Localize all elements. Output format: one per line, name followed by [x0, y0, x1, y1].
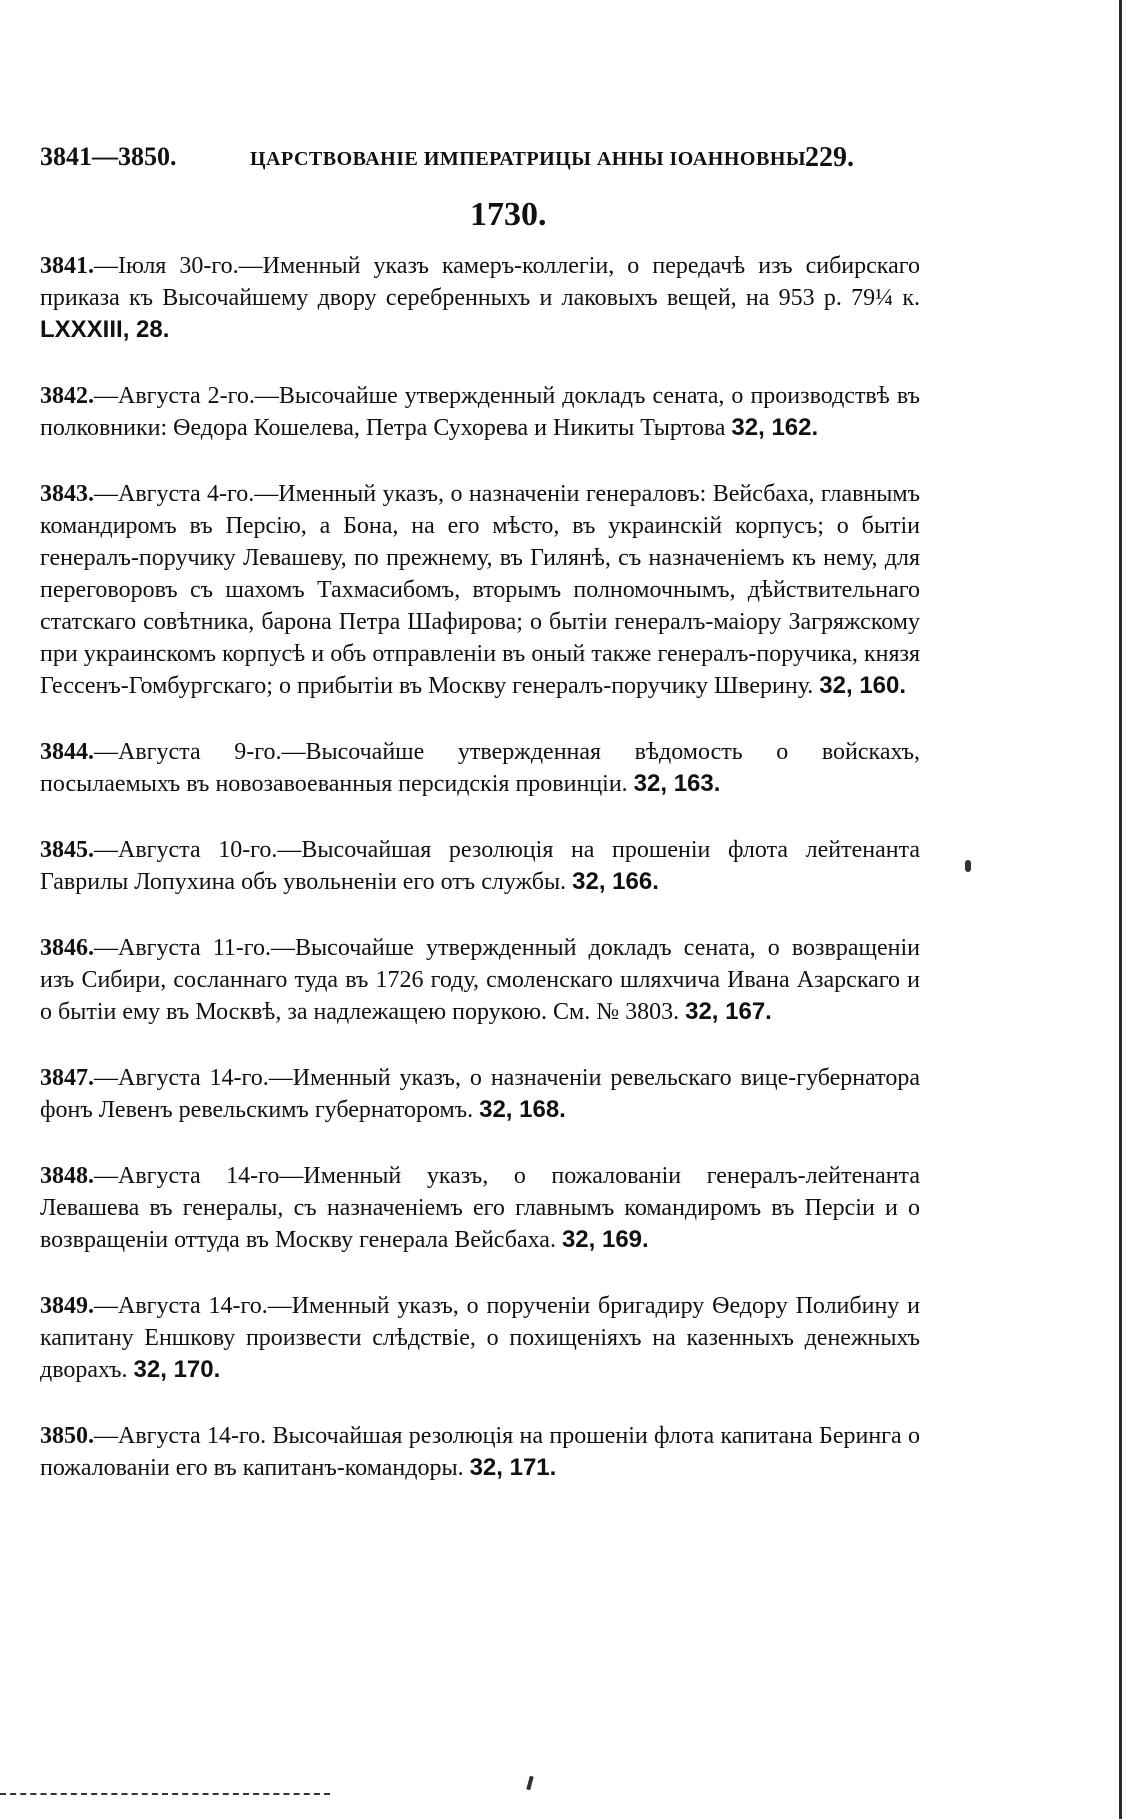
entry-reference: 32, 162. — [731, 414, 819, 441]
entry-text: —Августа 10-го.—Высочайшая резолюція на прошеніи флота лейтенанта Гаврилы Лопухина объ увольненіи его отъ службы. — [40, 837, 920, 895]
entry-text: —Августа 4-го.—Именный указъ, о назначеніи генераловъ: Вейсбаха, главнымъ командиромъ въ Персію, а Бона, на его мѣсто, въ украинскій корпусъ; о бытіи генералъ-поручику Левашеву, по прежнему, въ Гилянѣ, съ назначеніемъ къ нему, для переговоровъ съ шахомъ Тахмасибомъ, вторымъ полномочнымъ, дѣйствительнаго статскаго совѣтника, барона Петра Шафирова; о бытіи генералъ-маіору Загряжскому при украинскомъ корпусѣ и объ отправленіи въ оный также генералъ-поручика, князя Гессенъ-Гомбургскаго; о прибытіи въ Москву генералъ-поручику Шверину. — [40, 481, 920, 699]
entry-text: —Августа 14-го.—Именный указъ, о назначеніи ревельскаго вице-губернатора фонъ Левенъ ревельскимъ губернаторомъ. — [40, 1065, 920, 1123]
ink-speck — [965, 860, 971, 872]
reign-title: ЦАРСТВОВАНІЕ ИМПЕРАТРИЦЫ АННЫ ІОАННОВНЫ. — [250, 148, 812, 170]
entry-3850 — [40, 1420, 920, 1484]
entry-text: —Іюля 30-го.—Именный указъ камеръ-коллегіи, о передачѣ изъ сибирскаго приказа къ Высочайшему двору серебренныхъ и лаковыхъ вещей, на 953 р. 79¼ к. — [40, 253, 920, 311]
entry-number: 3844. — [40, 739, 94, 765]
entry-3846 — [40, 932, 920, 1028]
entry-text: —Августа 14-го.—Именный указъ, о порученіи бригадиру Ѳедору Полибину и капитану Еншкову произвести слѣдствіе, о похищеніяхъ на казенныхъ денежныхъ дворахъ. — [40, 1293, 920, 1383]
entry-3842 — [40, 380, 920, 444]
entry-text: —Августа 14-го—Именный указъ, о пожалованіи генералъ-лейтенанта Левашева въ генералы, съ назначеніемъ его главнымъ командиромъ въ Персіи и о возвращеніи оттуда въ Москву генерала Вейсбаха. — [40, 1163, 920, 1253]
running-header — [40, 142, 860, 182]
entry-3843 — [40, 478, 920, 702]
entry-range: 3841—3850. — [40, 142, 177, 171]
entry-3844 — [40, 736, 920, 800]
entry-reference: 32, 168. — [479, 1096, 566, 1123]
entry-number: 3847. — [40, 1065, 94, 1091]
entry-3847 — [40, 1062, 920, 1126]
page-number: 229. — [805, 142, 854, 173]
entry-reference: 32, 167. — [685, 998, 772, 1025]
entry-reference: 32, 170. — [133, 1356, 221, 1383]
entry-reference: 32, 160. — [819, 672, 907, 699]
ink-speck — [526, 1776, 533, 1791]
entry-reference: 32, 169. — [561, 1226, 649, 1253]
entry-text: —Августа 14-го. Высочайшая резолюція на прошеніи флота капитана Беринга о пожалованіи его въ капитанъ-командоры. — [40, 1423, 920, 1481]
entry-number: 3843. — [40, 481, 94, 507]
entry-number: 3842. — [40, 383, 94, 409]
entry-reference: 32, 166. — [572, 868, 659, 895]
entry-number: 3850. — [40, 1423, 94, 1449]
scan-edge-line — [0, 1793, 330, 1797]
entry-3849 — [40, 1290, 920, 1386]
entry-number: 3849. — [40, 1293, 94, 1319]
entry-number: 3848. — [40, 1163, 94, 1189]
entry-3845 — [40, 834, 920, 898]
entry-text: —Августа 11-го.—Высочайше утвержденный докладъ сената, о возвращеніи изъ Сибири, сосланнаго туда въ 1726 году, смоленскаго шляхчича Ивана Азарскаго и о бытіи ему въ Москвѣ, за надлежащею порукою. См. № 3803. — [40, 935, 920, 1025]
entry-number: 3841. — [40, 253, 94, 279]
entry-text: —Августа 9-го.—Высочайше утвержденная вѣдомость о войскахъ, посылаемыхъ въ новозавоеванныя персидскія провинціи. — [40, 739, 920, 797]
entry-reference: 32, 171. — [469, 1454, 557, 1481]
entry-3848 — [40, 1160, 920, 1256]
year-heading: 1730. — [470, 196, 547, 233]
entry-reference: LXXXIII, 28. — [40, 316, 170, 343]
entry-number: 3846. — [40, 935, 94, 961]
entry-text: —Августа 2-го.—Высочайше утвержденный докладъ сената, о производствѣ въ полковники: Ѳедора Кошелева, Петра Сухорева и Никиты Тыртова — [40, 383, 920, 441]
entry-3841 — [40, 250, 920, 346]
scan-edge-line — [1119, 0, 1122, 1819]
entries-list — [40, 250, 920, 1518]
entry-reference: 32, 163. — [633, 770, 721, 797]
entry-number: 3845. — [40, 837, 94, 863]
